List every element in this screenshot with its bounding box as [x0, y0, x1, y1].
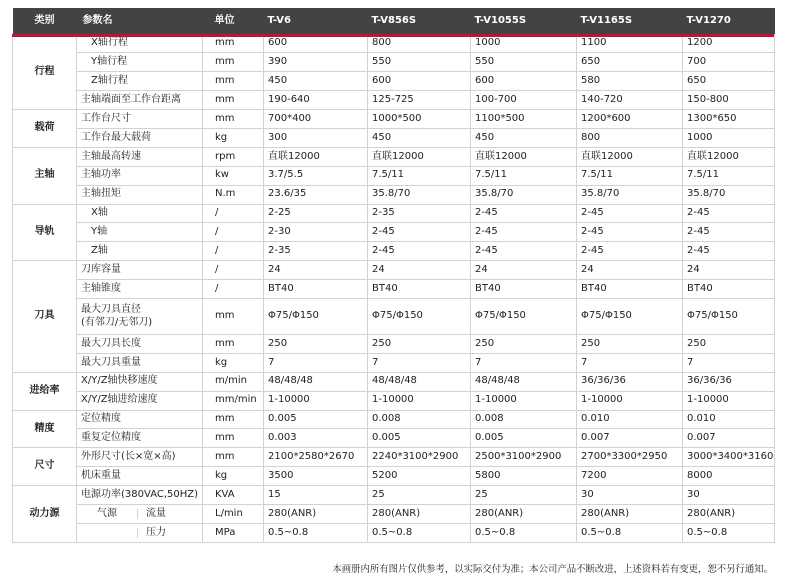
value-cell: 15 [264, 486, 368, 505]
unit-cell: / [203, 223, 264, 242]
table-row [13, 353, 775, 372]
param-line: 最大刀具直径 [81, 303, 141, 315]
value-cell: 0.007 [577, 429, 683, 448]
param-cell: 主轴端面至工作台距离 [77, 91, 203, 110]
category-cell: 行程 [13, 34, 77, 110]
value-cell: 1200*600 [577, 110, 683, 129]
param-cell: 刀库容量 [77, 261, 203, 280]
param-cell: X/Y/Z轴快移速度 [77, 372, 203, 391]
value-cell: 550 [471, 53, 577, 72]
value-cell: 1000 [471, 34, 577, 53]
param-cell: 定位精度 [77, 410, 203, 429]
value-cell: 600 [264, 34, 368, 53]
value-cell: 450 [471, 128, 577, 147]
value-cell: 0.005 [471, 429, 577, 448]
value-cell: 250 [471, 334, 577, 353]
value-cell: 7.5/11 [577, 166, 683, 185]
value-cell: 2-45 [471, 223, 577, 242]
value-cell: 800 [368, 34, 471, 53]
value-cell: 7 [683, 353, 775, 372]
header-model: T-V856S [368, 8, 471, 34]
value-cell: 7.5/11 [368, 166, 471, 185]
value-cell: 7 [577, 353, 683, 372]
value-cell: 250 [368, 334, 471, 353]
value-cell: 0.5~0.8 [471, 523, 577, 542]
value-cell: 250 [264, 334, 368, 353]
value-cell: 2100*2580*2670 [264, 448, 368, 467]
value-cell: 1-10000 [577, 391, 683, 410]
unit-cell: kg [203, 467, 264, 486]
value-cell: 0.5~0.8 [264, 523, 368, 542]
value-cell: 3.7/5.5 [264, 166, 368, 185]
value-cell: 48/48/48 [471, 372, 577, 391]
param-cell: 流量 [137, 509, 202, 520]
param-cell: 重复定位精度 [77, 429, 203, 448]
category-cell: 进给率 [13, 372, 77, 410]
value-cell: 450 [264, 72, 368, 91]
param-cell: Z轴行程 [77, 72, 203, 91]
unit-cell: mm [203, 410, 264, 429]
table-row [13, 410, 775, 429]
table-row [13, 110, 775, 129]
value-cell: 700 [683, 53, 775, 72]
value-cell: 150-800 [683, 91, 775, 110]
air-source-label: 气源 [97, 507, 117, 519]
value-cell: 2-45 [683, 242, 775, 261]
table-row [13, 204, 775, 223]
value-cell: 2-45 [577, 242, 683, 261]
value-cell: 140-720 [577, 91, 683, 110]
value-cell: 35.8/70 [471, 185, 577, 204]
value-cell: 450 [368, 128, 471, 147]
table-row [13, 429, 775, 448]
category-cell: 精度 [13, 410, 77, 448]
value-cell: 24 [577, 261, 683, 280]
category-cell: 刀具 [13, 261, 77, 373]
value-cell: 280(ANR) [683, 504, 775, 523]
value-cell: 0.005 [264, 410, 368, 429]
footnote: 本画册内所有图片仅供参考，以实际交付为准；本公司产品不断改进，上述资料若有变更，恕不另行通知。 [332, 564, 773, 575]
value-cell: 280(ANR) [368, 504, 471, 523]
value-cell: 48/48/48 [368, 372, 471, 391]
param-cell: X/Y/Z轴进给速度 [77, 391, 203, 410]
value-cell: 7 [471, 353, 577, 372]
unit-cell: kg [203, 128, 264, 147]
value-cell: 280(ANR) [471, 504, 577, 523]
unit-cell: N.m [203, 185, 264, 204]
category-cell: 动力源 [13, 486, 77, 543]
value-cell: 25 [471, 486, 577, 505]
value-cell: 600 [471, 72, 577, 91]
param-cell: 主轴锥度 [77, 280, 203, 299]
value-cell: 0.5~0.8 [577, 523, 683, 542]
value-cell: 24 [683, 261, 775, 280]
table-row [13, 166, 775, 185]
table-row [13, 504, 775, 523]
header-category: 类别 [13, 8, 77, 34]
unit-cell: kw [203, 166, 264, 185]
category-cell: 导轨 [13, 204, 77, 261]
air-source-split [77, 523, 203, 542]
unit-cell: MPa [203, 523, 264, 542]
value-cell: 36/36/36 [683, 372, 775, 391]
value-cell: 600 [368, 72, 471, 91]
table-row [13, 72, 775, 91]
param-cell: 主轴扭矩 [77, 185, 203, 204]
table-row [13, 261, 775, 280]
header-model: T-V6 [264, 8, 368, 34]
value-cell: 2700*3300*2950 [577, 448, 683, 467]
value-cell: 190-640 [264, 91, 368, 110]
value-cell: 36/36/36 [577, 372, 683, 391]
table-row [13, 223, 775, 242]
spec-table [12, 8, 775, 543]
value-cell: Φ75/Φ150 [683, 298, 775, 334]
value-cell: 24 [368, 261, 471, 280]
value-cell: 7 [368, 353, 471, 372]
unit-cell: mm [203, 110, 264, 129]
value-cell: 7200 [577, 467, 683, 486]
category-cell: 载荷 [13, 110, 77, 148]
header-unit: 单位 [203, 8, 264, 34]
unit-cell: mm [203, 91, 264, 110]
unit-cell: mm [203, 448, 264, 467]
value-cell: 1-10000 [471, 391, 577, 410]
unit-cell: L/min [203, 504, 264, 523]
category-cell: 尺寸 [13, 448, 77, 486]
value-cell: 8000 [683, 467, 775, 486]
value-cell: 280(ANR) [577, 504, 683, 523]
unit-cell: mm [203, 429, 264, 448]
value-cell: 300 [264, 128, 368, 147]
value-cell: Φ75/Φ150 [264, 298, 368, 334]
value-cell: 直联12000 [368, 147, 471, 166]
table-row [13, 391, 775, 410]
value-cell: 1100 [577, 34, 683, 53]
unit-cell: mm/min [203, 391, 264, 410]
value-cell: 0.008 [471, 410, 577, 429]
param-cell: 机床重量 [77, 467, 203, 486]
value-cell: 1300*650 [683, 110, 775, 129]
unit-cell: / [203, 280, 264, 299]
unit-cell: mm [203, 334, 264, 353]
value-cell: 1200 [683, 34, 775, 53]
value-cell: 1-10000 [368, 391, 471, 410]
table-row [13, 147, 775, 166]
value-cell: 直联12000 [577, 147, 683, 166]
table-header-row [13, 8, 775, 34]
value-cell: 1-10000 [683, 391, 775, 410]
param-cell: X轴行程 [77, 34, 203, 53]
value-cell: Φ75/Φ150 [368, 298, 471, 334]
unit-cell: KVA [203, 486, 264, 505]
value-cell: 650 [683, 72, 775, 91]
value-cell: 2-45 [577, 223, 683, 242]
value-cell: 2-45 [471, 242, 577, 261]
value-cell: 7 [264, 353, 368, 372]
value-cell: 2-35 [264, 242, 368, 261]
param-cell: 工作台尺寸 [77, 110, 203, 129]
header-model: T-V1165S [577, 8, 683, 34]
category-cell: 主轴 [13, 147, 77, 204]
value-cell: 24 [264, 261, 368, 280]
value-cell: 7.5/11 [471, 166, 577, 185]
table-row [13, 185, 775, 204]
value-cell: 100-700 [471, 91, 577, 110]
value-cell: 2-45 [683, 223, 775, 242]
value-cell: Φ75/Φ150 [471, 298, 577, 334]
value-cell: 0.008 [368, 410, 471, 429]
unit-cell: mm [203, 53, 264, 72]
value-cell: 3500 [264, 467, 368, 486]
value-cell: 250 [683, 334, 775, 353]
value-cell: 5800 [471, 467, 577, 486]
table-row [13, 53, 775, 72]
value-cell: 2-45 [577, 204, 683, 223]
unit-cell: / [203, 204, 264, 223]
value-cell: 2-35 [368, 204, 471, 223]
value-cell: 30 [577, 486, 683, 505]
table-row [13, 242, 775, 261]
value-cell: 35.8/70 [368, 185, 471, 204]
param-line: (有邻刀/无邻刀) [81, 317, 153, 329]
value-cell: 250 [577, 334, 683, 353]
value-cell: 0.003 [264, 429, 368, 448]
param-cell: X轴 [77, 204, 203, 223]
value-cell: BT40 [264, 280, 368, 299]
value-cell: 2-25 [264, 204, 368, 223]
unit-cell: / [203, 261, 264, 280]
value-cell: 1-10000 [264, 391, 368, 410]
table-row [13, 467, 775, 486]
value-cell: 2-45 [368, 223, 471, 242]
value-cell: 2-45 [368, 242, 471, 261]
unit-cell: mm [203, 298, 264, 334]
value-cell: 3000*3400*3160 [683, 448, 775, 467]
table-row [13, 298, 775, 334]
value-cell: 0.010 [683, 410, 775, 429]
value-cell: 直联12000 [471, 147, 577, 166]
param-cell: 最大刀具重量 [77, 353, 203, 372]
unit-cell: m/min [203, 372, 264, 391]
value-cell: 550 [368, 53, 471, 72]
param-cell: 主轴功率 [77, 166, 203, 185]
param-cell: 主轴最高转速 [77, 147, 203, 166]
value-cell: 2500*3100*2900 [471, 448, 577, 467]
value-cell: 580 [577, 72, 683, 91]
value-cell: 0.005 [368, 429, 471, 448]
table-row [13, 334, 775, 353]
value-cell: BT40 [368, 280, 471, 299]
value-cell: 直联12000 [683, 147, 775, 166]
value-cell: 1000*500 [368, 110, 471, 129]
header-model: T-V1270 [683, 8, 775, 34]
value-cell: 280(ANR) [264, 504, 368, 523]
value-cell: 2240*3100*2900 [368, 448, 471, 467]
value-cell: 24 [471, 261, 577, 280]
unit-cell: mm [203, 34, 264, 53]
param-cell: 压力 [137, 528, 202, 539]
air-source-split [77, 504, 203, 523]
value-cell: 30 [683, 486, 775, 505]
header-param: 参数名 [77, 8, 203, 34]
param-cell [77, 298, 203, 334]
value-cell: 5200 [368, 467, 471, 486]
unit-cell: kg [203, 353, 264, 372]
unit-cell: mm [203, 72, 264, 91]
table-row [13, 372, 775, 391]
value-cell: 0.5~0.8 [368, 523, 471, 542]
value-cell: 0.010 [577, 410, 683, 429]
value-cell: 1000 [683, 128, 775, 147]
value-cell: 800 [577, 128, 683, 147]
table-row [13, 91, 775, 110]
table-row [13, 280, 775, 299]
value-cell: 2-30 [264, 223, 368, 242]
value-cell: 23.6/35 [264, 185, 368, 204]
param-cell: 工作台最大载荷 [77, 128, 203, 147]
unit-cell: rpm [203, 147, 264, 166]
param-cell: 外形尺寸(长×宽×高) [77, 448, 203, 467]
value-cell: 0.007 [683, 429, 775, 448]
value-cell: Φ75/Φ150 [577, 298, 683, 334]
value-cell: 25 [368, 486, 471, 505]
unit-cell: / [203, 242, 264, 261]
param-cell: Y轴行程 [77, 53, 203, 72]
value-cell: 直联12000 [264, 147, 368, 166]
param-cell: 电源功率(380VAC,50HZ) [77, 486, 203, 505]
value-cell: 48/48/48 [264, 372, 368, 391]
table-row [13, 523, 775, 542]
value-cell: 2-45 [471, 204, 577, 223]
value-cell: 2-45 [683, 204, 775, 223]
value-cell: 0.5~0.8 [683, 523, 775, 542]
param-cell: 最大刀具长度 [77, 334, 203, 353]
value-cell: 650 [577, 53, 683, 72]
value-cell: BT40 [471, 280, 577, 299]
value-cell: 35.8/70 [577, 185, 683, 204]
table-row [13, 486, 775, 505]
header-model: T-V1055S [471, 8, 577, 34]
value-cell: 125-725 [368, 91, 471, 110]
value-cell: 7.5/11 [683, 166, 775, 185]
value-cell: 35.8/70 [683, 185, 775, 204]
value-cell: 390 [264, 53, 368, 72]
value-cell: 1100*500 [471, 110, 577, 129]
value-cell: BT40 [577, 280, 683, 299]
value-cell: 700*400 [264, 110, 368, 129]
header-accent-bar [12, 34, 774, 37]
param-cell: Z轴 [77, 242, 203, 261]
param-cell: Y轴 [77, 223, 203, 242]
table-row [13, 128, 775, 147]
value-cell: BT40 [683, 280, 775, 299]
table-row [13, 448, 775, 467]
